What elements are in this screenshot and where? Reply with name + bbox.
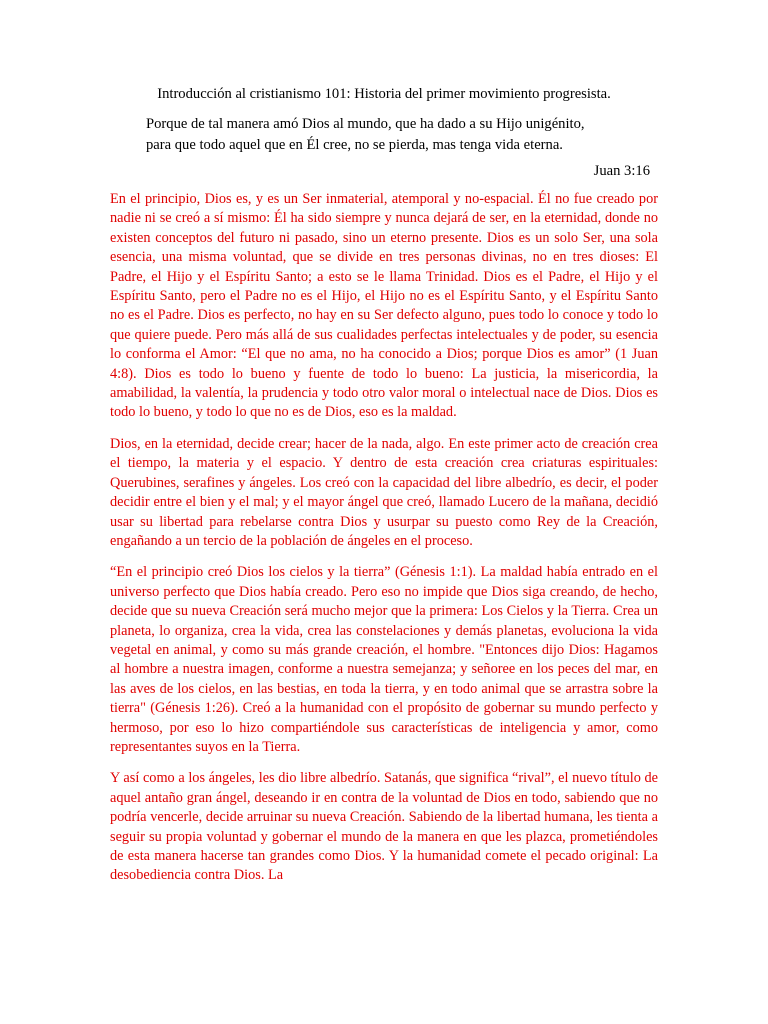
epigraph-line-1: Porque de tal manera amó Dios al mundo, que ha dado a su Hijo unigénito, — [146, 116, 585, 132]
document-title: Introducción al cristianismo 101: Historia del primer movimiento progresista. — [157, 86, 611, 102]
epigraph-reference: Juan 3:16 — [593, 163, 650, 179]
paragraph-1: En el principio, Dios es, y es un Ser inmaterial, atemporal y no-espacial. Él no fue creado por nadie ni se creó a sí mismo: Él ha sido siempre y nunca dejará de ser, en la eternidad, donde no existen conceptos del futuro ni pasado, sino un eterno presente. Dios es un solo Ser, una sola esencia, una misma voluntad, que se divide en tres personas divinas, no en tres dioses: El Padre, el Hijo y el Espíritu Santo; a esto se le llama Trinidad. Dios es el Padre, el Hijo y el Espíritu Santo, pero el Padre no es el Hijo, el Hijo no es el Espíritu Santo, y el Espíritu Santo no es el Padre. Dios es perfecto, no hay en su Ser defecto alguno, pues todo lo conoce y todo lo que quiere puede. Pero más allá de sus cualidades perfectas intelectuales y de poder, su esencia lo conforma el Amor: “El que no ama, no ha conocido a Dios; porque Dios es amor” (1 Juan 4:8). Dios es todo lo bueno y fuente de todo lo bueno: La justicia, la misericordia, la amabilidad, la valentía, la prudencia y todo otro valor moral o intelectual nace de Dios. Dios es todo lo bueno, y todo lo que no es de Dios, eso es la maldad. — [110, 191, 658, 421]
paragraph-2: Dios, en la eternidad, decide crear; hacer de la nada, algo. En este primer acto de creación crea el tiempo, la materia y el espacio. Y dentro de esta creación crea criaturas espirituales: Querubines, serafines y ángeles. Los creó con la capacidad del libre albedrío, es decir, el poder decidir entre el bien y el mal; y el mayor ángel que creó, llamado Lucero de la mañana, decidió usar su libertad para rebelarse contra Dios y usurpar su puesto como Rey de la Creación, engañando a un tercio de la población de ángeles en el proceso. — [110, 435, 658, 549]
epigraph-line-2: para que todo aquel que en Él cree, no se pierda, mas tenga vida eterna. — [146, 137, 563, 153]
paragraph-3: “En el principio creó Dios los cielos y la tierra” (Génesis 1:1). La maldad había entrado en el universo perfecto que Dios había creado. Pero eso no impide que Dios siga creando, de hecho, decide que su nueva Creación será mucho mejor que la primera: Los Cielos y la Tierra. Crea un planeta, lo organiza, crea la vida, crea las constelaciones y demás planetas, evoluciona la vida vegetal en animal, y como su más grande creación, el hombre. "Entonces dijo Dios: Hagamos al hombre a nuestra imagen, conforme a nuestra semejanza; y señoree en los peces del mar, en las aves de los cielos, en las bestias, en toda la tierra, y en todo animal que se arrastra sobre la tierra" (Génesis 1:26). Creó a la humanidad con el propósito de gobernar su mundo perfecto y hermoso, por eso lo hizo compartiéndole sus características de inteligencia y amor, como representantes suyos en la Tierra. — [110, 564, 658, 755]
body-text — [110, 190, 658, 898]
paragraph-4: Y así como a los ángeles, les dio libre albedrío. Satanás, que significa “rival”, el nuevo título de aquel antaño gran ángel, deseando ir en contra de la voluntad de Dios en todo, sabiendo que no podría vencerle, decide arruinar su nueva Creación. Sabiendo de la libertad humana, les tienta a seguir su propia voluntad y gobernar el mundo de la manera en que les plazca, prometiéndoles de esta manera hacerse tan grandes como Dios. Y la humanidad comete el pecado original: La desobediencia contra Dios. La — [110, 770, 658, 884]
epigraph — [146, 114, 646, 156]
